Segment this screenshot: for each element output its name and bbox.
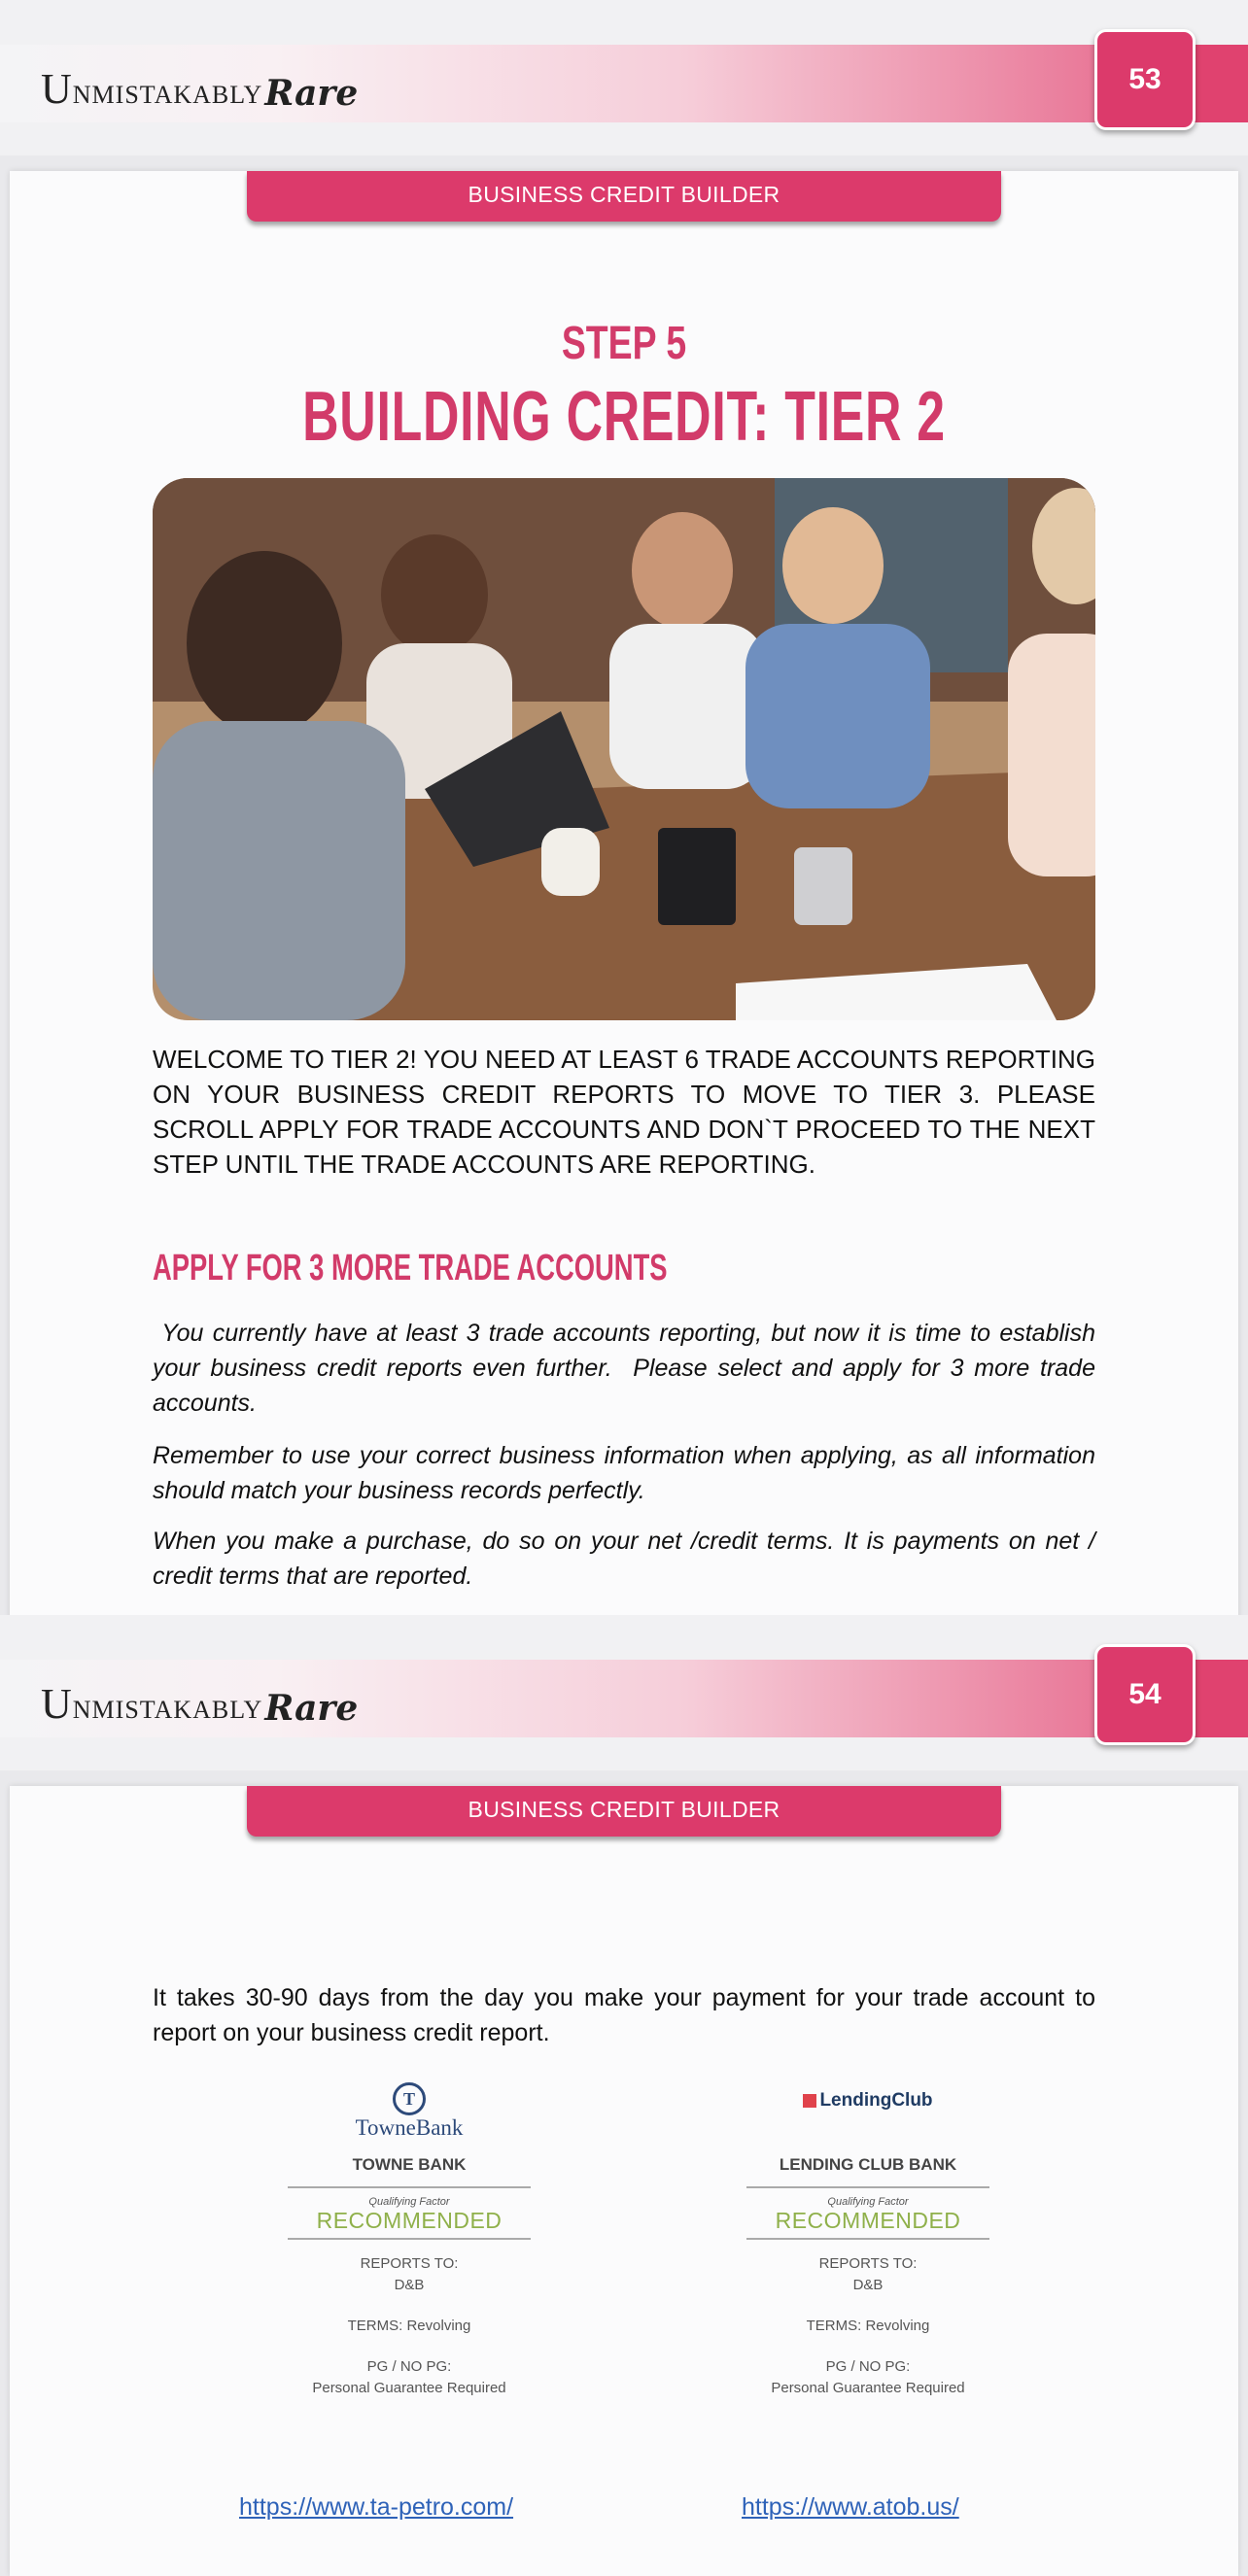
reports-to-value: D&B (852, 2277, 884, 2293)
pg-label: PG / NO PG: (825, 2358, 911, 2375)
qualifying-factor-label: Qualifying Factor (368, 2196, 450, 2208)
page-54 (10, 1786, 1238, 2576)
terms-value: TERMS: Revolving (806, 2318, 930, 2334)
body-paragraph-3: When you make a purchase, do so on your net /credit terms. It is payments on net / credit terms that are reported. (153, 1528, 1095, 1590)
page-number-badge: 53 (1094, 29, 1196, 130)
section-tab: BUSINESS CREDIT BUILDER (247, 1786, 1001, 1837)
body-paragraph-2: Remember to use your correct business information when applying, as all information should match your business records perfectly. (153, 1442, 1095, 1504)
lender-name: LENDING CLUB BANK (746, 2124, 989, 2188)
pg-label: PG / NO PG: (366, 2358, 452, 2375)
page-header-band (0, 1615, 1248, 1770)
intro-paragraph: It takes 30-90 days from the day you make your payment for your trade account to report on your business credit report. (153, 1984, 1095, 2046)
qualifying-factor-label: Qualifying Factor (827, 2196, 909, 2208)
reports-to-label: REPORTS TO: (360, 2255, 459, 2272)
reports-to-value: D&B (394, 2277, 425, 2293)
brand-logo-script: Rare (264, 73, 359, 114)
lender-link-ta-petro[interactable]: https://www.ta-petro.com/ (239, 2493, 514, 2521)
terms-value: TERMS: Revolving (347, 2318, 471, 2334)
page-title: BUILDING CREDIT: TIER 2 (302, 378, 946, 456)
lending-club-icon (803, 2094, 816, 2108)
team-meeting-photo (153, 478, 1095, 1020)
step-label: STEP 5 (561, 318, 687, 369)
pg-value: Personal Guarantee Required (312, 2380, 506, 2396)
brand-logo-word: UNMISTAKABLY (41, 1680, 263, 1728)
pg-value: Personal Guarantee Required (771, 2380, 965, 2396)
intro-paragraph: WELCOME TO TIER 2! YOU NEED AT LEAST 6 TRADE ACCOUNTS REPORTING ON YOUR BUSINESS CREDIT REPORTS TO MOVE TO TIER 3. PLEASE SCROLL APPLY FOR TRADE ACCOUNTS AND DON`T PROCEED TO THE NEXT STEP UNTIL THE TRADE ACCOUNTS ARE REPORTING. (153, 1045, 1095, 1179)
reports-to-label: REPORTS TO: (818, 2255, 918, 2272)
lender-card-lending-club (746, 2078, 989, 2399)
section-heading: APPLY FOR 3 MORE TRADE ACCOUNTS (153, 1248, 668, 1288)
header-stripe-end (1190, 45, 1248, 122)
brand-logo-word: UNMISTAKABLY (41, 65, 263, 113)
brand-logo (41, 1671, 359, 1729)
section-tab: BUSINESS CREDIT BUILDER (247, 171, 1001, 222)
recommendation-badge: RECOMMENDED (288, 2208, 531, 2240)
crest-icon: T (393, 2082, 426, 2115)
header-stripe-end (1190, 1660, 1248, 1737)
body-paragraph-1: You currently have at least 3 trade accounts reporting, but now it is time to establish your business credit reports even further. Please select and apply for 3 more trade accounts. (153, 1320, 1102, 1417)
page-53 (10, 171, 1238, 1765)
brand-logo-script: Rare (264, 1688, 359, 1729)
lending-club-logo-text: LendingClub (819, 2090, 933, 2111)
towne-bank-logo (288, 2078, 531, 2146)
lender-name: TOWNE BANK (288, 2146, 531, 2188)
lender-link-atob[interactable]: https://www.atob.us/ (742, 2493, 959, 2521)
lender-card-towne-bank (288, 2078, 531, 2399)
page-header-band (0, 0, 1248, 155)
recommendation-badge: RECOMMENDED (746, 2208, 989, 2240)
lending-club-logo (746, 2078, 989, 2124)
towne-bank-logo-text: TowneBank (355, 2115, 464, 2140)
page-number-badge: 54 (1094, 1644, 1196, 1745)
brand-logo (41, 56, 359, 114)
